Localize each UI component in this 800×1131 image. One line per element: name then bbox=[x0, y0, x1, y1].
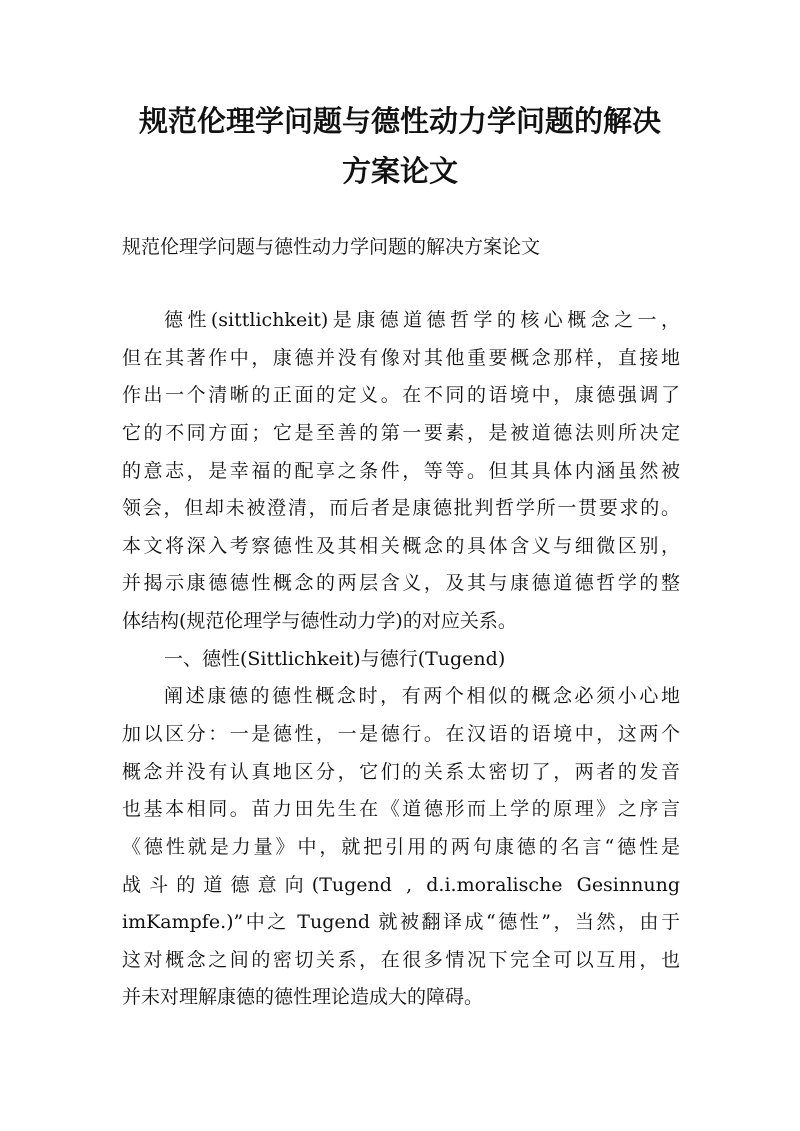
title-line-1: 规范伦理学问题与德性动力学问题的解决 bbox=[138, 104, 661, 138]
title-line-2: 方案论文 bbox=[341, 154, 458, 188]
paragraph-2-line: 这对概念之间的密切关系，在很多情况下完全可以互用，也 bbox=[122, 949, 680, 971]
paragraph-1-line: 但在其著作中，康德并没有像对其他重要概念那样，直接地 bbox=[122, 347, 680, 369]
paragraph-1-line: 本文将深入考察德性及其相关概念的具体含义与细微区别， bbox=[122, 535, 680, 557]
document-subtitle: 规范伦理学问题与德性动力学问题的解决方案论文 bbox=[122, 236, 541, 258]
paragraph-2-line: 加以区分：一是德性，一是德行。在汉语的语境中，这两个 bbox=[122, 723, 680, 745]
paragraph-2-line: 阐述康德的德性概念时，有两个相似的概念必须小心地 bbox=[164, 685, 680, 707]
paragraph-2-line: 并未对理解康德的德性理论造成大的障碍。 bbox=[122, 986, 484, 1008]
section-heading: 一、德性(Sittlichkeit)与德行(Tugend) bbox=[164, 648, 506, 670]
paragraph-2-line: imKampfe.)”中之 Tugend 就被翻译成“德性”，当然，由于 bbox=[122, 911, 680, 933]
paragraph-1-line: 的意志，是幸福的配享之条件，等等。但其具体内涵虽然被 bbox=[122, 460, 680, 482]
paragraph-1-line: 作出一个清晰的正面的定义。在不同的语境中，康德强调了 bbox=[122, 384, 680, 406]
paragraph-1-line: 领会，但却未被澄清，而后者是康德批判哲学所一贯要求的。 bbox=[122, 497, 680, 519]
paragraph-1-line: 它的不同方面；它是至善的第一要素，是被道德法则所决定 bbox=[122, 422, 680, 444]
paragraph-1-line: 德性(sittlichkeit)是康德道德哲学的核心概念之一， bbox=[164, 309, 680, 331]
paragraph-1-line: 体结构(规范伦理学与德性动力学)的对应关系。 bbox=[122, 610, 517, 632]
paragraph-2-line: 也基本相同。苗力田先生在《道德形而上学的原理》之序言 bbox=[122, 798, 680, 820]
paragraph-2-line: 概念并没有认真地区分，它们的关系太密切了，两者的发音 bbox=[122, 761, 680, 783]
document-title bbox=[100, 96, 700, 196]
paragraph-2-line: 战斗的道德意向(Tugend , d.i.moralische Gesinnung bbox=[122, 874, 680, 896]
paragraph-2-line: 《德性就是力量》中，就把引用的两句康德的名言“德性是 bbox=[122, 836, 680, 858]
paragraph-1-line: 并揭示康德德性概念的两层含义，及其与康德道德哲学的整 bbox=[122, 572, 680, 594]
